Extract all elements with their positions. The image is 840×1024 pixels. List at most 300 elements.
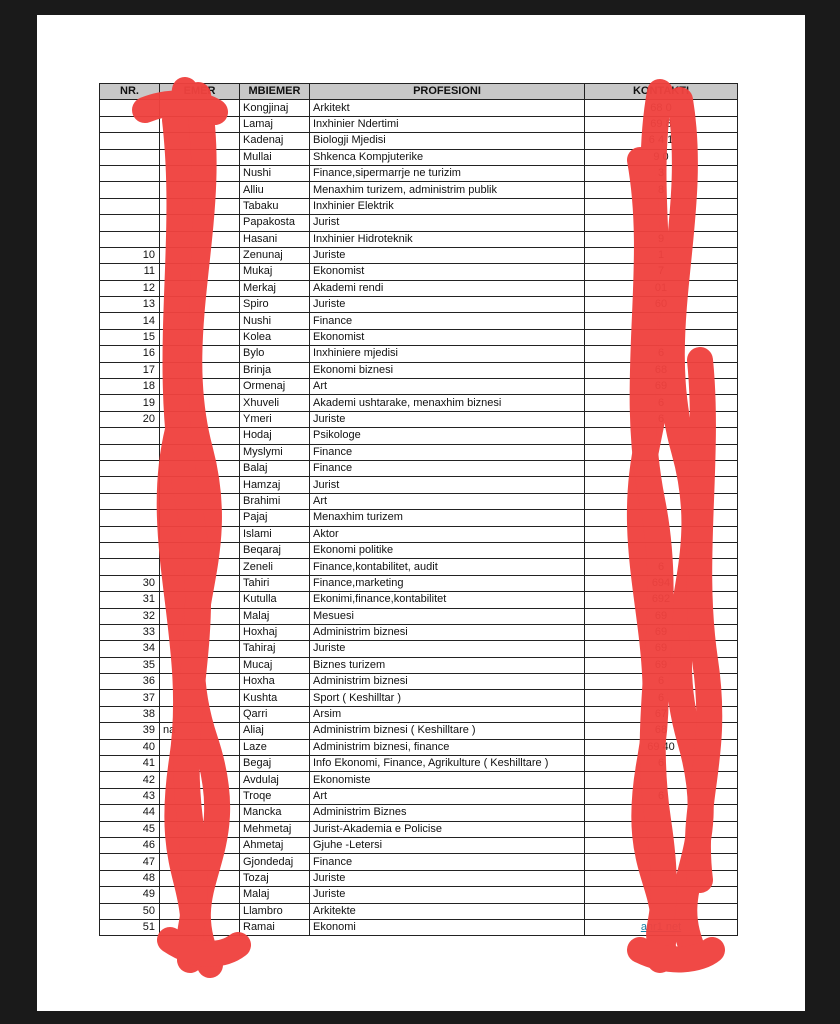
cell-profesioni: Art bbox=[310, 788, 585, 804]
cell-profesioni: Finance,sipermarrje ne turizim bbox=[310, 165, 585, 181]
cell-mbiemer: Malaj bbox=[240, 887, 310, 903]
cell-emer bbox=[160, 444, 240, 460]
cell-profesioni: Psikologe bbox=[310, 428, 585, 444]
cell-profesioni: Finance bbox=[310, 313, 585, 329]
cell-profesioni: Arkitekte bbox=[310, 903, 585, 919]
cell-emer bbox=[160, 575, 240, 591]
cell-emer bbox=[160, 149, 240, 165]
cell-nr: 44 bbox=[100, 805, 160, 821]
cell-kontakti: 01 bbox=[585, 280, 738, 296]
cell-mbiemer: Mucaj bbox=[240, 657, 310, 673]
cell-emer bbox=[160, 559, 240, 575]
table-row bbox=[100, 690, 738, 706]
cell-mbiemer: Kongjinaj bbox=[240, 100, 310, 116]
cell-profesioni: Akademi rendi bbox=[310, 280, 585, 296]
header-kontakti: KONTAKTI bbox=[585, 84, 738, 100]
header-row bbox=[100, 84, 738, 100]
table-row bbox=[100, 821, 738, 837]
cell-nr: 48 bbox=[100, 870, 160, 886]
cell-nr: 51 bbox=[100, 919, 160, 935]
cell-kontakti: 1 bbox=[585, 247, 738, 263]
cell-mbiemer: Spiro bbox=[240, 297, 310, 313]
cell-nr: 47 bbox=[100, 854, 160, 870]
cell-kontakti bbox=[585, 870, 738, 886]
cell-profesioni: Juriste bbox=[310, 297, 585, 313]
cell-nr: 38 bbox=[100, 706, 160, 722]
table-row bbox=[100, 772, 738, 788]
cell-kontakti bbox=[585, 510, 738, 526]
cell-emer bbox=[160, 624, 240, 640]
cell-emer bbox=[160, 608, 240, 624]
cell-profesioni: Menaxhim turizem bbox=[310, 510, 585, 526]
cell-nr: 42 bbox=[100, 772, 160, 788]
cell-mbiemer: Hoxha bbox=[240, 674, 310, 690]
cell-kontakti bbox=[585, 460, 738, 476]
cell-nr: 14 bbox=[100, 313, 160, 329]
cell-emer bbox=[160, 165, 240, 181]
cell-emer bbox=[160, 460, 240, 476]
cell-kontakti: 694 bbox=[585, 575, 738, 591]
cell-mbiemer: Begaj bbox=[240, 756, 310, 772]
cell-mbiemer: Qarri bbox=[240, 706, 310, 722]
cell-mbiemer: Papakosta bbox=[240, 215, 310, 231]
cell-profesioni: Art bbox=[310, 493, 585, 509]
cell-nr: 46 bbox=[100, 837, 160, 853]
cell-nr bbox=[100, 116, 160, 132]
cell-emer bbox=[160, 231, 240, 247]
cell-emer bbox=[160, 837, 240, 853]
cell-profesioni: Ekonomist bbox=[310, 329, 585, 345]
cell-mbiemer: Llambro bbox=[240, 903, 310, 919]
cell-mbiemer: Nushi bbox=[240, 313, 310, 329]
table-row bbox=[100, 198, 738, 214]
cell-mbiemer: Malaj bbox=[240, 608, 310, 624]
cell-emer bbox=[160, 756, 240, 772]
cell-profesioni: Juriste bbox=[310, 641, 585, 657]
cell-profesioni: Jurist-Akademia e Policise bbox=[310, 821, 585, 837]
table-row bbox=[100, 395, 738, 411]
table-row bbox=[100, 133, 738, 149]
cell-nr bbox=[100, 477, 160, 493]
table-row bbox=[100, 100, 738, 116]
table-row bbox=[100, 362, 738, 378]
cell-mbiemer: Zenunaj bbox=[240, 247, 310, 263]
cell-mbiemer: Zeneli bbox=[240, 559, 310, 575]
cell-profesioni: Juriste bbox=[310, 887, 585, 903]
cell-nr: 10 bbox=[100, 247, 160, 263]
cell-profesioni: Inxhinier Hidroteknik bbox=[310, 231, 585, 247]
cell-kontakti bbox=[585, 903, 738, 919]
cell-kontakti: 69 8 bbox=[585, 116, 738, 132]
cell-emer bbox=[160, 346, 240, 362]
cell-nr: 13 bbox=[100, 297, 160, 313]
table-row bbox=[100, 444, 738, 460]
cell-kontakti: 6 bbox=[585, 411, 738, 427]
cell-mbiemer: Brahimi bbox=[240, 493, 310, 509]
table-row bbox=[100, 313, 738, 329]
table-row bbox=[100, 756, 738, 772]
table-row bbox=[100, 231, 738, 247]
cell-profesioni: Shkenca Kompjuterike bbox=[310, 149, 585, 165]
cell-mbiemer: Ahmetaj bbox=[240, 837, 310, 853]
cell-kontakti bbox=[585, 329, 738, 345]
table-row bbox=[100, 493, 738, 509]
cell-mbiemer: Islami bbox=[240, 526, 310, 542]
table-row bbox=[100, 641, 738, 657]
cell-nr: 17 bbox=[100, 362, 160, 378]
cell-nr bbox=[100, 198, 160, 214]
cell-profesioni: Finance bbox=[310, 460, 585, 476]
table-row bbox=[100, 264, 738, 280]
cell-emer bbox=[160, 116, 240, 132]
cell-nr bbox=[100, 182, 160, 198]
cell-nr bbox=[100, 559, 160, 575]
cell-emer bbox=[160, 510, 240, 526]
cell-mbiemer: Mehmetaj bbox=[240, 821, 310, 837]
cell-mbiemer: Mukaj bbox=[240, 264, 310, 280]
cell-mbiemer: Avdulaj bbox=[240, 772, 310, 788]
header-nr: NR. bbox=[100, 84, 160, 100]
cell-kontakti bbox=[585, 444, 738, 460]
cell-kontakti: 69 bbox=[585, 624, 738, 640]
cell-kontakti: 9 bbox=[585, 231, 738, 247]
cell-kontakti: 69 bbox=[585, 641, 738, 657]
cell-profesioni: Finance bbox=[310, 444, 585, 460]
cell-nr: 33 bbox=[100, 624, 160, 640]
table-row bbox=[100, 379, 738, 395]
cell-kontakti bbox=[585, 854, 738, 870]
cell-emer bbox=[160, 395, 240, 411]
table-row bbox=[100, 280, 738, 296]
cell-mbiemer: Kadenaj bbox=[240, 133, 310, 149]
cell-profesioni: Finance,kontabilitet, audit bbox=[310, 559, 585, 575]
cell-emer bbox=[160, 100, 240, 116]
cell-nr: 20 bbox=[100, 411, 160, 427]
cell-profesioni: Ekonomi biznesi bbox=[310, 362, 585, 378]
cell-emer bbox=[160, 329, 240, 345]
cell-profesioni: Finance,marketing bbox=[310, 575, 585, 591]
cell-emer bbox=[160, 182, 240, 198]
cell-nr bbox=[100, 428, 160, 444]
cell-mbiemer: Merkaj bbox=[240, 280, 310, 296]
table-row bbox=[100, 428, 738, 444]
cell-nr: 50 bbox=[100, 903, 160, 919]
header-emer: EMER bbox=[160, 84, 240, 100]
cell-nr: 41 bbox=[100, 756, 160, 772]
cell-kontakti bbox=[585, 493, 738, 509]
cell-kontakti bbox=[585, 428, 738, 444]
contacts-table bbox=[99, 83, 738, 936]
cell-mbiemer: Brinja bbox=[240, 362, 310, 378]
cell-kontakti bbox=[585, 772, 738, 788]
cell-nr bbox=[100, 149, 160, 165]
table-row bbox=[100, 297, 738, 313]
table-row bbox=[100, 411, 738, 427]
table-row bbox=[100, 608, 738, 624]
cell-kontakti: 3 bbox=[585, 165, 738, 181]
cell-nr: 43 bbox=[100, 788, 160, 804]
cell-mbiemer: Bylo bbox=[240, 346, 310, 362]
cell-kontakti bbox=[585, 542, 738, 558]
table-row bbox=[100, 788, 738, 804]
table-row bbox=[100, 674, 738, 690]
cell-nr bbox=[100, 526, 160, 542]
cell-emer bbox=[160, 706, 240, 722]
cell-nr bbox=[100, 215, 160, 231]
cell-kontakti: 67 bbox=[585, 706, 738, 722]
cell-kontakti bbox=[585, 215, 738, 231]
cell-profesioni: Biologji Mjedisi bbox=[310, 133, 585, 149]
cell-profesioni: Ekonimi,finance,kontabilitet bbox=[310, 592, 585, 608]
cell-mbiemer: Balaj bbox=[240, 460, 310, 476]
table-header bbox=[100, 84, 738, 100]
cell-nr bbox=[100, 460, 160, 476]
cell-emer bbox=[160, 805, 240, 821]
cell-mbiemer: Tahiraj bbox=[240, 641, 310, 657]
table-row bbox=[100, 575, 738, 591]
cell-profesioni: Aktor bbox=[310, 526, 585, 542]
table-row bbox=[100, 477, 738, 493]
cell-emer bbox=[160, 821, 240, 837]
cell-emer bbox=[160, 641, 240, 657]
cell-kontakti bbox=[585, 477, 738, 493]
cell-profesioni: Sport ( Keshilltar ) bbox=[310, 690, 585, 706]
cell-profesioni: Inxhinier Elektrik bbox=[310, 198, 585, 214]
cell-emer bbox=[160, 690, 240, 706]
cell-mbiemer: Pajaj bbox=[240, 510, 310, 526]
cell-profesioni: Administrim biznesi bbox=[310, 624, 585, 640]
cell-mbiemer: Aliaj bbox=[240, 723, 310, 739]
table-row bbox=[100, 542, 738, 558]
cell-emer bbox=[160, 493, 240, 509]
cell-emer bbox=[160, 772, 240, 788]
cell-mbiemer: Kushta bbox=[240, 690, 310, 706]
cell-emer: na bbox=[160, 723, 240, 739]
cell-profesioni: Ekonomi politike bbox=[310, 542, 585, 558]
cell-mbiemer: Xhuveli bbox=[240, 395, 310, 411]
cell-kontakti: 68 0 bbox=[585, 100, 738, 116]
cell-nr: 37 bbox=[100, 690, 160, 706]
cell-profesioni: Administrim Biznes bbox=[310, 805, 585, 821]
cell-emer bbox=[160, 428, 240, 444]
cell-profesioni: Administrim biznesi, finance bbox=[310, 739, 585, 755]
cell-mbiemer: Nushi bbox=[240, 165, 310, 181]
table-row bbox=[100, 919, 738, 935]
cell-nr bbox=[100, 493, 160, 509]
cell-kontakti: 6 bbox=[585, 674, 738, 690]
table-row bbox=[100, 329, 738, 345]
cell-kontakti: 7 bbox=[585, 264, 738, 280]
cell-kontakti: 69 bbox=[585, 608, 738, 624]
cell-nr bbox=[100, 231, 160, 247]
cell-kontakti: 68 bbox=[585, 723, 738, 739]
cell-emer bbox=[160, 919, 240, 935]
cell-mbiemer: Ymeri bbox=[240, 411, 310, 427]
cell-kontakti: 60 bbox=[585, 297, 738, 313]
cell-kontakti: 68 bbox=[585, 362, 738, 378]
cell-nr: 11 bbox=[100, 264, 160, 280]
cell-emer bbox=[160, 198, 240, 214]
cell-mbiemer: Laze bbox=[240, 739, 310, 755]
cell-profesioni: Administrim biznesi bbox=[310, 674, 585, 690]
cell-nr: 19 bbox=[100, 395, 160, 411]
cell-kontakti: 69 bbox=[585, 379, 738, 395]
cell-kontakti bbox=[585, 805, 738, 821]
header-mbiemer: MBIEMER bbox=[240, 84, 310, 100]
cell-profesioni: Menaxhim turizem, administrim publik bbox=[310, 182, 585, 198]
cell-nr: 12 bbox=[100, 280, 160, 296]
cell-nr: 35 bbox=[100, 657, 160, 673]
cell-profesioni: Juriste bbox=[310, 411, 585, 427]
table-row bbox=[100, 723, 738, 739]
cell-nr: 30 bbox=[100, 575, 160, 591]
cell-profesioni: Ekonomiste bbox=[310, 772, 585, 788]
cell-emer bbox=[160, 788, 240, 804]
cell-kontakti bbox=[585, 837, 738, 853]
cell-nr: 36 bbox=[100, 674, 160, 690]
cell-nr bbox=[100, 133, 160, 149]
cell-profesioni: Arsim bbox=[310, 706, 585, 722]
cell-emer bbox=[160, 215, 240, 231]
cell-kontakti: 8 bbox=[585, 182, 738, 198]
table-row bbox=[100, 592, 738, 608]
cell-emer bbox=[160, 887, 240, 903]
cell-nr: 49 bbox=[100, 887, 160, 903]
cell-profesioni: Juriste bbox=[310, 870, 585, 886]
cell-kontakti: 69 bbox=[585, 657, 738, 673]
cell-profesioni: Juriste bbox=[310, 247, 585, 263]
cell-mbiemer: Hoxhaj bbox=[240, 624, 310, 640]
cell-nr: 31 bbox=[100, 592, 160, 608]
cell-emer bbox=[160, 870, 240, 886]
cell-nr bbox=[100, 100, 160, 116]
cell-nr: 39 bbox=[100, 723, 160, 739]
cell-mbiemer: Gjondedaj bbox=[240, 854, 310, 870]
header-profesioni: PROFESIONI bbox=[310, 84, 585, 100]
cell-nr bbox=[100, 542, 160, 558]
cell-kontakti bbox=[585, 198, 738, 214]
table-row bbox=[100, 182, 738, 198]
table-row bbox=[100, 903, 738, 919]
cell-mbiemer: Tabaku bbox=[240, 198, 310, 214]
table-row bbox=[100, 116, 738, 132]
cell-kontakti: 6 bbox=[585, 788, 738, 804]
cell-kontakti bbox=[585, 313, 738, 329]
email-link[interactable]: anr1 net bbox=[640, 921, 682, 934]
cell-emer bbox=[160, 411, 240, 427]
cell-emer bbox=[160, 313, 240, 329]
cell-profesioni: Jurist bbox=[310, 215, 585, 231]
cell-mbiemer: Kutulla bbox=[240, 592, 310, 608]
table-row bbox=[100, 624, 738, 640]
cell-kontakti: 692 bbox=[585, 592, 738, 608]
cell-profesioni: Gjuhe -Letersi bbox=[310, 837, 585, 853]
table-row bbox=[100, 247, 738, 263]
cell-nr: 18 bbox=[100, 379, 160, 395]
table-row bbox=[100, 837, 738, 853]
cell-mbiemer: Lamaj bbox=[240, 116, 310, 132]
cell-emer bbox=[160, 739, 240, 755]
cell-kontakti: 9 0 bbox=[585, 149, 738, 165]
cell-profesioni: Ekonomi bbox=[310, 919, 585, 935]
cell-profesioni: Ekonomist bbox=[310, 264, 585, 280]
cell-emer bbox=[160, 297, 240, 313]
table-row bbox=[100, 854, 738, 870]
cell-mbiemer: Mullai bbox=[240, 149, 310, 165]
cell-kontakti: 6 bbox=[585, 346, 738, 362]
table-row bbox=[100, 510, 738, 526]
cell-nr: 32 bbox=[100, 608, 160, 624]
cell-nr bbox=[100, 165, 160, 181]
cell-profesioni: Administrim biznesi ( Keshilltare ) bbox=[310, 723, 585, 739]
cell-profesioni: Info Ekonomi, Finance, Agrikulture ( Keshilltare ) bbox=[310, 756, 585, 772]
cell-nr bbox=[100, 510, 160, 526]
cell-mbiemer: Hodaj bbox=[240, 428, 310, 444]
cell-mbiemer: Hamzaj bbox=[240, 477, 310, 493]
cell-profesioni: Inxhinier Ndertimi bbox=[310, 116, 585, 132]
table-row bbox=[100, 526, 738, 542]
cell-profesioni: Art bbox=[310, 379, 585, 395]
cell-emer bbox=[160, 379, 240, 395]
table-row bbox=[100, 657, 738, 673]
table-row bbox=[100, 870, 738, 886]
cell-kontakti: 6 bbox=[585, 756, 738, 772]
cell-profesioni: Akademi ushtarake, menaxhim biznesi bbox=[310, 395, 585, 411]
cell-emer bbox=[160, 133, 240, 149]
table-row bbox=[100, 706, 738, 722]
cell-emer bbox=[160, 526, 240, 542]
cell-mbiemer: Ormenaj bbox=[240, 379, 310, 395]
cell-nr: 34 bbox=[100, 641, 160, 657]
cell-emer bbox=[160, 362, 240, 378]
cell-profesioni: Finance bbox=[310, 854, 585, 870]
cell-kontakti: 6 4 1 bbox=[585, 133, 738, 149]
cell-mbiemer: Troqe bbox=[240, 788, 310, 804]
cell-nr: 40 bbox=[100, 739, 160, 755]
cell-profesioni: Mesuesi bbox=[310, 608, 585, 624]
cell-mbiemer: Myslymi bbox=[240, 444, 310, 460]
table-row bbox=[100, 215, 738, 231]
cell-nr: 45 bbox=[100, 821, 160, 837]
cell-kontakti bbox=[585, 821, 738, 837]
table-body bbox=[100, 100, 738, 936]
cell-emer bbox=[160, 674, 240, 690]
cell-emer bbox=[160, 854, 240, 870]
cell-mbiemer: Tozaj bbox=[240, 870, 310, 886]
cell-nr: 16 bbox=[100, 346, 160, 362]
table-row bbox=[100, 460, 738, 476]
cell-emer bbox=[160, 247, 240, 263]
table-row bbox=[100, 559, 738, 575]
cell-profesioni: Inxhiniere mjedisi bbox=[310, 346, 585, 362]
table-row bbox=[100, 149, 738, 165]
cell-kontakti bbox=[585, 919, 738, 935]
cell-emer bbox=[160, 280, 240, 296]
cell-profesioni: Arkitekt bbox=[310, 100, 585, 116]
cell-mbiemer: Mancka bbox=[240, 805, 310, 821]
cell-profesioni: Biznes turizem bbox=[310, 657, 585, 673]
cell-emer bbox=[160, 477, 240, 493]
cell-kontakti: 6 bbox=[585, 559, 738, 575]
cell-emer bbox=[160, 657, 240, 673]
table-row bbox=[100, 165, 738, 181]
cell-nr bbox=[100, 444, 160, 460]
cell-profesioni: Jurist bbox=[310, 477, 585, 493]
cell-emer bbox=[160, 264, 240, 280]
cell-mbiemer: Alliu bbox=[240, 182, 310, 198]
cell-nr: 15 bbox=[100, 329, 160, 345]
cell-kontakti bbox=[585, 887, 738, 903]
